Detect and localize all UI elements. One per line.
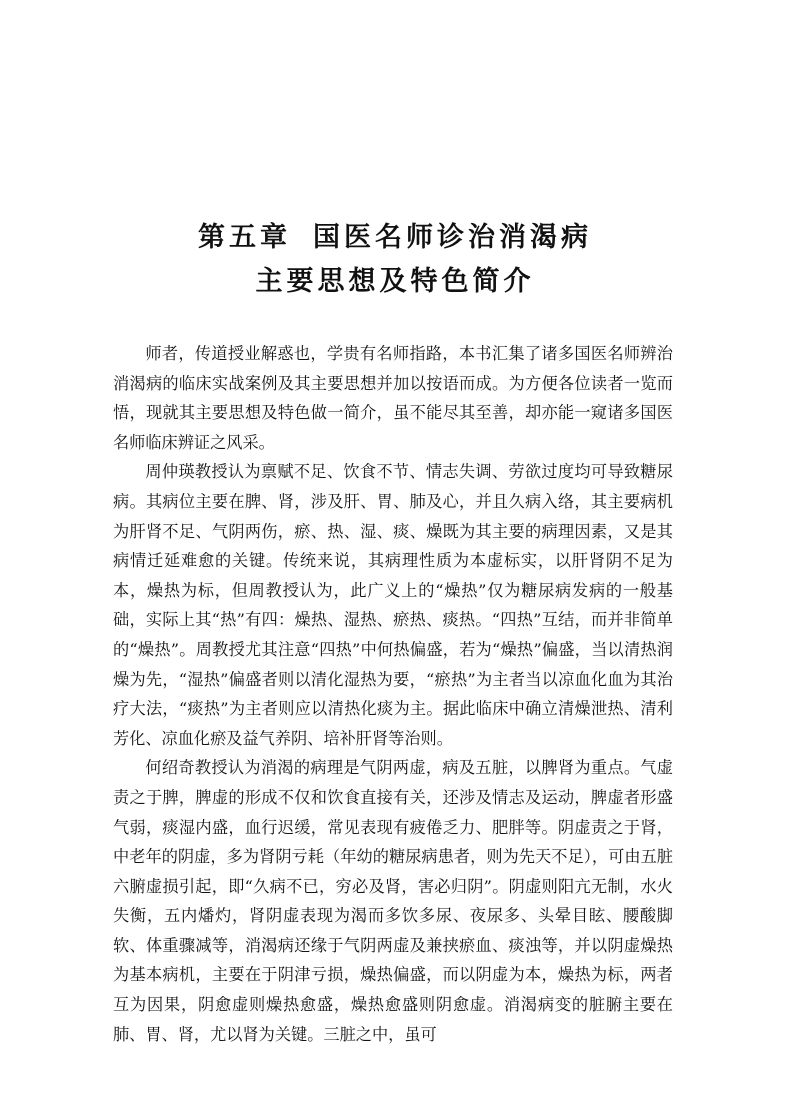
chapter-body <box>113 339 673 1049</box>
paragraph-zhou-zhongying: 周仲瑛教授认为禀赋不足、饮食不节、情志失调、劳欲过度均可导致糖尿病。其病位主要在脾、肾，涉及肝、胃、肺及心，并且久病入络，其主要病机为肝肾不足、气阴两伤，瘀、热、湿、痰、燥既为其主要的病理因素，又是其病情迁延难愈的关键。传统来说，其病理性质为本虚标实，以肝肾阴不足为本，燥热为标，但周教授认为，此广义上的“燥热”仅为糖尿病发病的一般基础，实际上其“热”有四：燥热、湿热、瘀热、痰热。“四热”互结，而并非简单的“燥热”。周教授尤其注意“四热”中何热偏盛，若为“燥热”偏盛，当以清热润燥为先，“湿热”偏盛者则以清化湿热为要，“瘀热”为主者当以凉血化血为其治疗大法，“痰热”为主者则应以清热化痰为主。据此临床中确立清燥泄热、清利芳化、凉血化瘀及益气养阴、培补肝肾等治则。 <box>113 462 673 748</box>
paragraph-he-shaoqi: 何绍奇教授认为消渴的病理是气阴两虚，病及五脏，以脾肾为重点。气虚责之于脾，脾虚的形成不仅和饮食直接有关，还涉及情志及运动，脾虚者形盛气弱，痰湿内盛，血行迟缓，常见表现有疲倦乏力、肥胖等。阴虚责之于肾，中老年的阴虚，多为肾阴亏耗（年幼的糖尿病患者，则为先天不足），可由五脏六腑虚损引起，即“久病不已，穷必及肾，害必归阴”。阴虚则阳亢无制，水火失衡，五内燔灼，肾阴虚表现为渴而多饮多尿、夜尿多、头晕目眩、腰酸脚软、体重骤减等，消渴病还缘于气阴两虚及兼挟瘀血、痰浊等，并以阴虚燥热为基本病机，主要在于阴津亏损，燥热偏盛，而以阴虚为本，燥热为标，两者互为因果，阴愈虚则燥热愈盛，燥热愈盛则阴愈虚。消渴病变的脏腑主要在肺、胃、肾，尤以肾为关键。三脏之中，虽可 <box>113 758 673 1044</box>
chapter-title-main: 国医名师诊治消渴病 <box>313 222 592 253</box>
chapter-number: 第五章 <box>198 222 291 253</box>
paragraph-intro: 师者，传道授业解惑也，学贵有名师指路，本书汇集了诸多国医名师辨治消渴病的临床实战案例及其主要思想并加以按语而成。为方便各位读者一览而悟，现就其主要思想及特色做一简介，虽不能尽其至善，却亦能一窥诸多国医名师临床辨证之风采。 <box>113 344 673 452</box>
chapter-title-line-2: 主要思想及特色简介 <box>255 266 535 297</box>
chapter-title-line-1 <box>0 218 790 258</box>
